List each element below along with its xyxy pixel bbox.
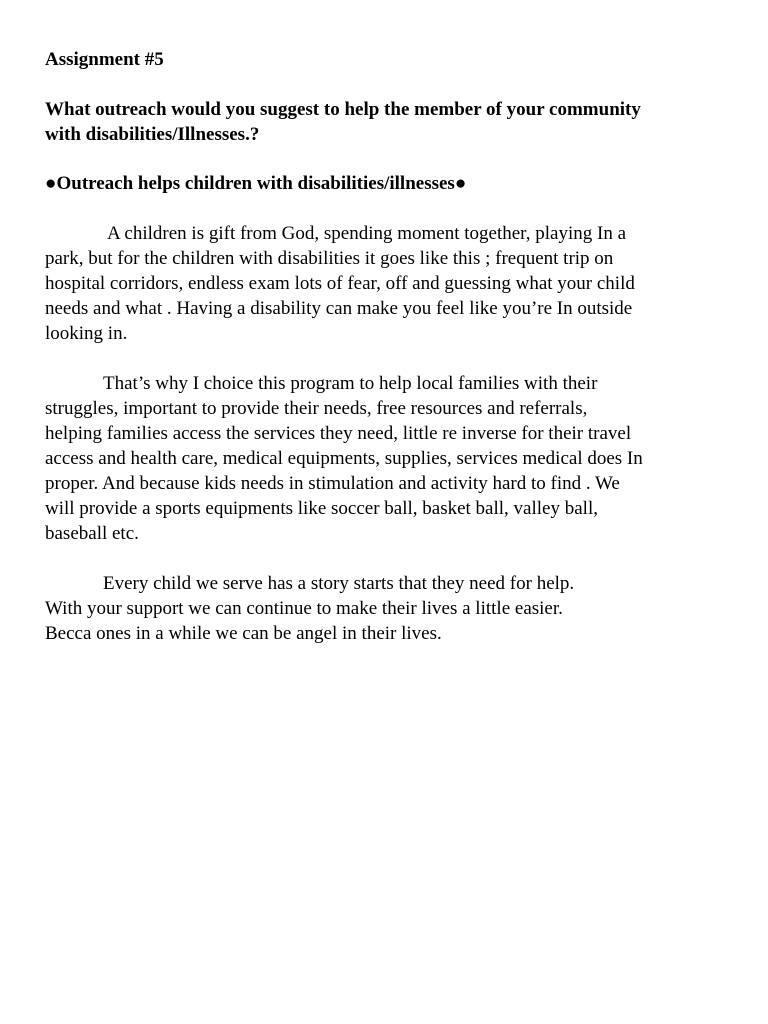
paragraph-line: A children is gift from God, spending moment together, playing In a [107,223,627,244]
document-page [45,47,735,646]
paragraph-closing [45,571,735,646]
paragraph-line: Every child we serve has a story starts that they need for help. [103,573,575,594]
paragraph-line: hospital corridors, endless exam lots of fear, off and guessing what your child [45,273,635,294]
assignment-question [45,97,735,147]
paragraph-line: helping families access the services they need, little re inverse for their travel [45,423,632,444]
paragraph-line: needs and what . Having a disability can make you feel like you’re In outside [45,298,633,319]
paragraph-line: baseball etc. [45,523,139,544]
question-line: What outreach would you suggest to help the member of your community [45,99,641,120]
paragraph-line: With your support we can continue to make their lives a little easier. [45,598,563,619]
paragraph-line: Becca ones in a while we can be angel in their lives. [45,623,442,644]
paragraph-program-support [45,371,735,546]
document-body [45,221,735,646]
paragraph-line: looking in. [45,323,128,344]
paragraph-line: will provide a sports equipments like soccer ball, basket ball, valley ball, [45,498,598,519]
section-heading: ●Outreach helps children with disabilities/illnesses● [45,173,467,194]
question-line: with disabilities/Illnesses.? [45,124,260,145]
paragraph-children-with-disabilities [45,221,735,346]
paragraph-line: proper. And because kids needs in stimulation and activity hard to find . We [45,473,620,494]
paragraph-line: access and health care, medical equipments, supplies, services medical does In [45,448,643,469]
assignment-title: Assignment #5 [45,49,164,70]
paragraph-line: That’s why I choice this program to help local families with their [103,373,598,394]
document-header [45,47,735,196]
paragraph-line: struggles, important to provide their needs, free resources and referrals, [45,398,588,419]
paragraph-line: park, but for the children with disabilities it goes like this ; frequent trip on [45,248,614,269]
